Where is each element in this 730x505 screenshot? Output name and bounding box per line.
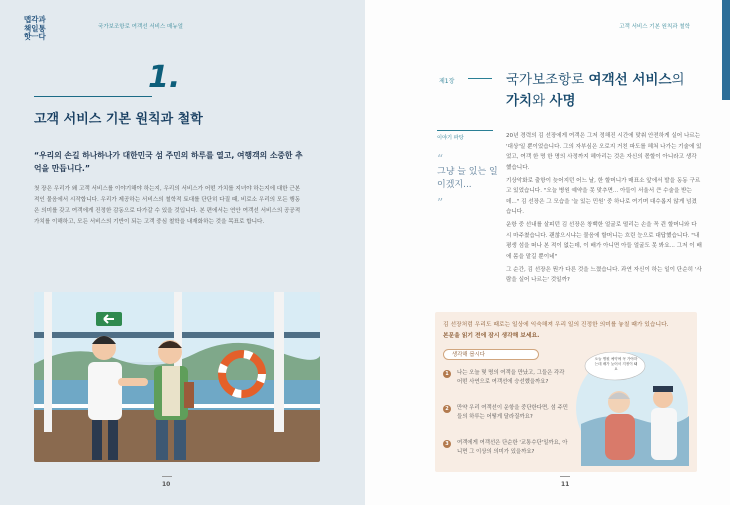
folio-rule-right — [560, 476, 570, 477]
captain-grandmother-illustration — [571, 344, 693, 466]
side-quote: 그냥 늘 있는 일이겠지... — [437, 167, 498, 190]
story-paragraph: 운항 중 선내를 살피던 김 선장은 창백한 얼굴로 떨리는 손을 꼭 쥔 할머니와 다시 마주쳤습니다. 괜찮으시냐는 물음에 할머니는 흐린 눈으로 대답했습니다. "내 평생 섬을 떠나 본 적이 없는데, 이 배가 아니면 아들 얼굴도 못 봐요... 그저 이 배에 몸을 맡길 뿐이네" — [506, 222, 702, 260]
right-page — [365, 0, 730, 505]
chapter-number: 1. — [148, 60, 181, 95]
speech-bubble-text: 오늘 병원 예약에 꼭 가야하는데 배가 늦어서 걱정이 돼요 — [594, 357, 638, 371]
title-part: 와 — [532, 92, 550, 109]
intro-paragraph: 첫 장은 우리가 왜 고객 서비스를 이야기해야 하는지, 우리의 서비스가 어떤 가치를 지녀야 하는지에 대한 근본적인 물음에서 시작합니다. 우리가 제공하는 서비스의 철학적 토대를 단단히 다질 때, 비로소 우리의 모든 행동은 의미를 갖고 여객에게 진정한 감동으로 다가갈 수 있을 것입니다. 본 편에서는 연안 여객선 서비스의 공공적 가치를 이해하고, 모든 서비스의 기반이 되는 고객 중심 철학을 내재화하는 것을 목표로 합니다. — [34, 186, 301, 225]
folio-rule-left — [162, 476, 172, 477]
question-text: 여객에게 여객선은 단순한 '교통수단'일까요, 아니면 그 이상의 의미가 있을까요? — [457, 440, 568, 456]
think-label: 생각해 봅시다 — [443, 349, 539, 360]
chapter-edge-tab — [722, 0, 730, 100]
story-paragraph: 기상악화로 출항이 늦어지던 어느 날, 한 할머니가 매표소 앞에서 발을 동동 구르고 있었습니다. "오늘 병원 예약을 못 맞추면... 아들이 서울서 큰 수술을 받는데..." 김 선장은 그 모습을 '늘 있는 민원' 중 하나로 여기며 대수롭지 않게 넘겼습니다. — [506, 177, 701, 216]
running-head-right: 고객 서비스 기본 원칙과 철학 — [619, 24, 690, 30]
story-paragraph: 20년 경력의 김 선장에게 여객은 그저 정해진 시간에 맞춰 안전하게 실어 나르는 '대상'일 뿐이었습니다. 그의 자부심은 오로지 거친 파도를 헤쳐 나가는 기술에 있었고, 여객 한 명 한 명의 사정까지 헤아리는 것은 자신의 몫할이 아니라고 생각했습니다. — [506, 133, 702, 171]
section-heading: 고객 서비스 기본 원칙과 철학 — [34, 112, 203, 127]
chapter-label-rule — [468, 78, 492, 79]
question-number: 1 — [443, 370, 451, 378]
open-quote-mark: “ — [437, 152, 444, 166]
question-text: 만약 우리 여객선이 운항을 중단한다면, 섬 주민들의 하루는 어떻게 달라질까요? — [457, 405, 568, 421]
running-head-left: 국가보조항로 여객선 서비스 매뉴얼 — [98, 24, 183, 30]
story-body — [506, 131, 702, 288]
ferry-crew-illustration — [34, 292, 320, 462]
chapter-label: 제1장 — [439, 78, 455, 85]
question-item — [443, 404, 568, 422]
title-emphasis: 가치 — [506, 92, 533, 109]
chapter-rule — [34, 96, 152, 97]
callout-heading: 김 선장처럼 우리도 때로는 일상에 익숙해져 우리 일의 진정한 의미를 놓칠 때가 있습니다. — [443, 322, 669, 328]
brand-line-2: 책일통 — [24, 23, 46, 33]
title-part: 국가보조항로 — [506, 72, 589, 88]
story-paragraph: 그 순간, 김 선장은 뭔가 다른 것을 느꼈습니다. 과연 자신이 하는 일이 단순히 '사람을 실어 나르는' 것일까? — [506, 266, 702, 284]
chapter-title — [506, 70, 685, 112]
question-item — [443, 439, 568, 457]
brand-line-1: 맵각과 — [24, 15, 46, 24]
brand-line-3: 핫ㅡ다 — [24, 32, 46, 42]
question-item — [443, 369, 568, 387]
question-number: 2 — [443, 405, 451, 413]
brand-logo — [24, 16, 64, 42]
page-number-left: 10 — [162, 481, 171, 488]
title-part: 의 — [671, 72, 685, 88]
close-quote-mark: ” — [437, 196, 444, 210]
callout-subheading: 본문을 읽기 전에 잠시 생각해 보세요. — [443, 333, 540, 339]
side-rule — [437, 130, 493, 131]
title-emphasis: 여객선 서비스 — [588, 72, 672, 88]
side-label: 이야기 파탕 — [437, 135, 464, 141]
reflection-callout — [435, 312, 697, 472]
question-number: 3 — [443, 440, 451, 448]
title-emphasis: 사명 — [549, 92, 576, 109]
lead-quote: “우리의 손길 하나하나가 대한민국 섬 주민의 하루를 열고, 여행객의 소중한 추억을 만듭니다.” — [34, 151, 303, 173]
question-text: 나는 오늘 몇 명의 여객을 만났고, 그들은 각각 어떤 사연으로 여객선에 승선했을까요? — [457, 370, 565, 386]
page-number-right: 11 — [561, 481, 570, 488]
